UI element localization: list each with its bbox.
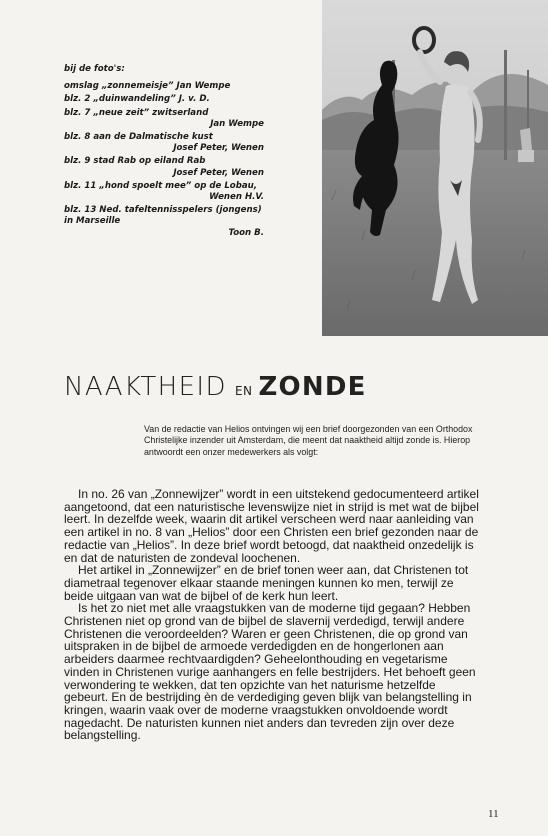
article-body [64,488,482,742]
credit-desc: blz. 9 stad Rab op eiland Rab [64,156,206,167]
photo-credits [64,64,264,241]
credit-item [64,108,264,130]
credit-item [64,94,264,105]
body-paragraph: In no. 26 van „Zonnewijzer” wordt in een uitstekend gedocumenteerd artikel aangetoond, dat een naturistische levenswijze niet in strijd is met wat de bijbel leert. In dezelfde week, waarin dit artikel verscheen werd naar aanleiding van een artikel in no. 8 van „Helios” door een Christen een brief gezonden naar de redactie van „Helios”. In deze brief wordt betoogd, dat naaktheid onzedelijk is en dat de naturisten de zondeval loochenen. [64,487,479,565]
credit-photographer: Josef Peter, Wenen [173,143,264,154]
body-paragraph: Is het zo niet met alle vraagstukken van de moderne tijd gegaan? Hebben Christenen niet op grond van de bijbel de slavernij verdedigd, terwijl andere Christenen die veroordeelden? Waren er geen Christenen, die op grond van uitspraken in de bijbel de armoede verdedigden en de hongerlonen aan arbeiders daarmee rechtvaardigden? Geheelonthouding en vegetarisme vinden in Christenen vurige aanhangers en felle bestrijders. Het behoeft geen verwondering te wekken, dat ten opzichte van het naturisme hetzelfde gebeurt. En de bestrijding èn de verdediging geven blijk van belangstelling in kringen, waarin vaak over de moderne vraagstukken onvoldoende wordt nagedacht. De naturisten kunnen niet anders dan tevreden zijn over deze belangstelling. [64,601,476,743]
page-number: 11 [488,808,499,820]
credit-desc: blz. 11 „hond spoelt mee” op de Lobau, [64,180,258,191]
credit-photographer: Toon B. [228,227,264,238]
credit-desc: omslag „zonnemeisje” Jan Wempe [64,81,231,92]
credit-desc: blz. 13 Ned. tafeltennisspelers (jongens) in Marseille [64,205,262,227]
credit-photographer: Wenen H.V. [209,192,264,203]
title-word-naaktheid: NAAKTHEID [64,372,227,402]
credit-item [64,205,264,239]
photograph-illustration [322,0,548,336]
title-word-zonde: ZONDE [258,372,367,402]
credit-desc: blz. 7 „neue zeit” zwitserland [64,107,209,118]
credit-item [64,81,264,92]
body-paragraph: Het artikel in „Zonnewijzer” en de brief tonen weer aan, dat Christenen tot diametraal tegenover elkaar staande meningen kunnen ko men, terwijl ze beide uitgaan van wat de bijbel of de kerk hun leert. [64,563,469,603]
article-title [64,372,367,402]
credit-photographer: Josef Peter, Wenen [173,167,264,178]
credit-photographer: Jan Wempe [210,118,264,129]
credit-desc: blz. 2 „duinwandeling” J. v. D. [64,94,210,105]
credits-heading: bij de foto's: [64,64,125,74]
photograph [322,0,548,336]
title-word-en: EN [234,384,253,398]
credit-item [64,181,264,203]
article-intro: Van de redactie van Helios ontvingen wij een brief doorgezonden van een Orthodox Christelijke inzender uit Amsterdam, die meent dat naaktheid altijd zonde is. Hierop antwoordt een onzer medewerkers als volgt: [144,424,473,457]
credit-item [64,132,264,154]
credit-item [64,156,264,178]
credit-desc: blz. 8 aan de Dalmatische kust [64,132,213,143]
